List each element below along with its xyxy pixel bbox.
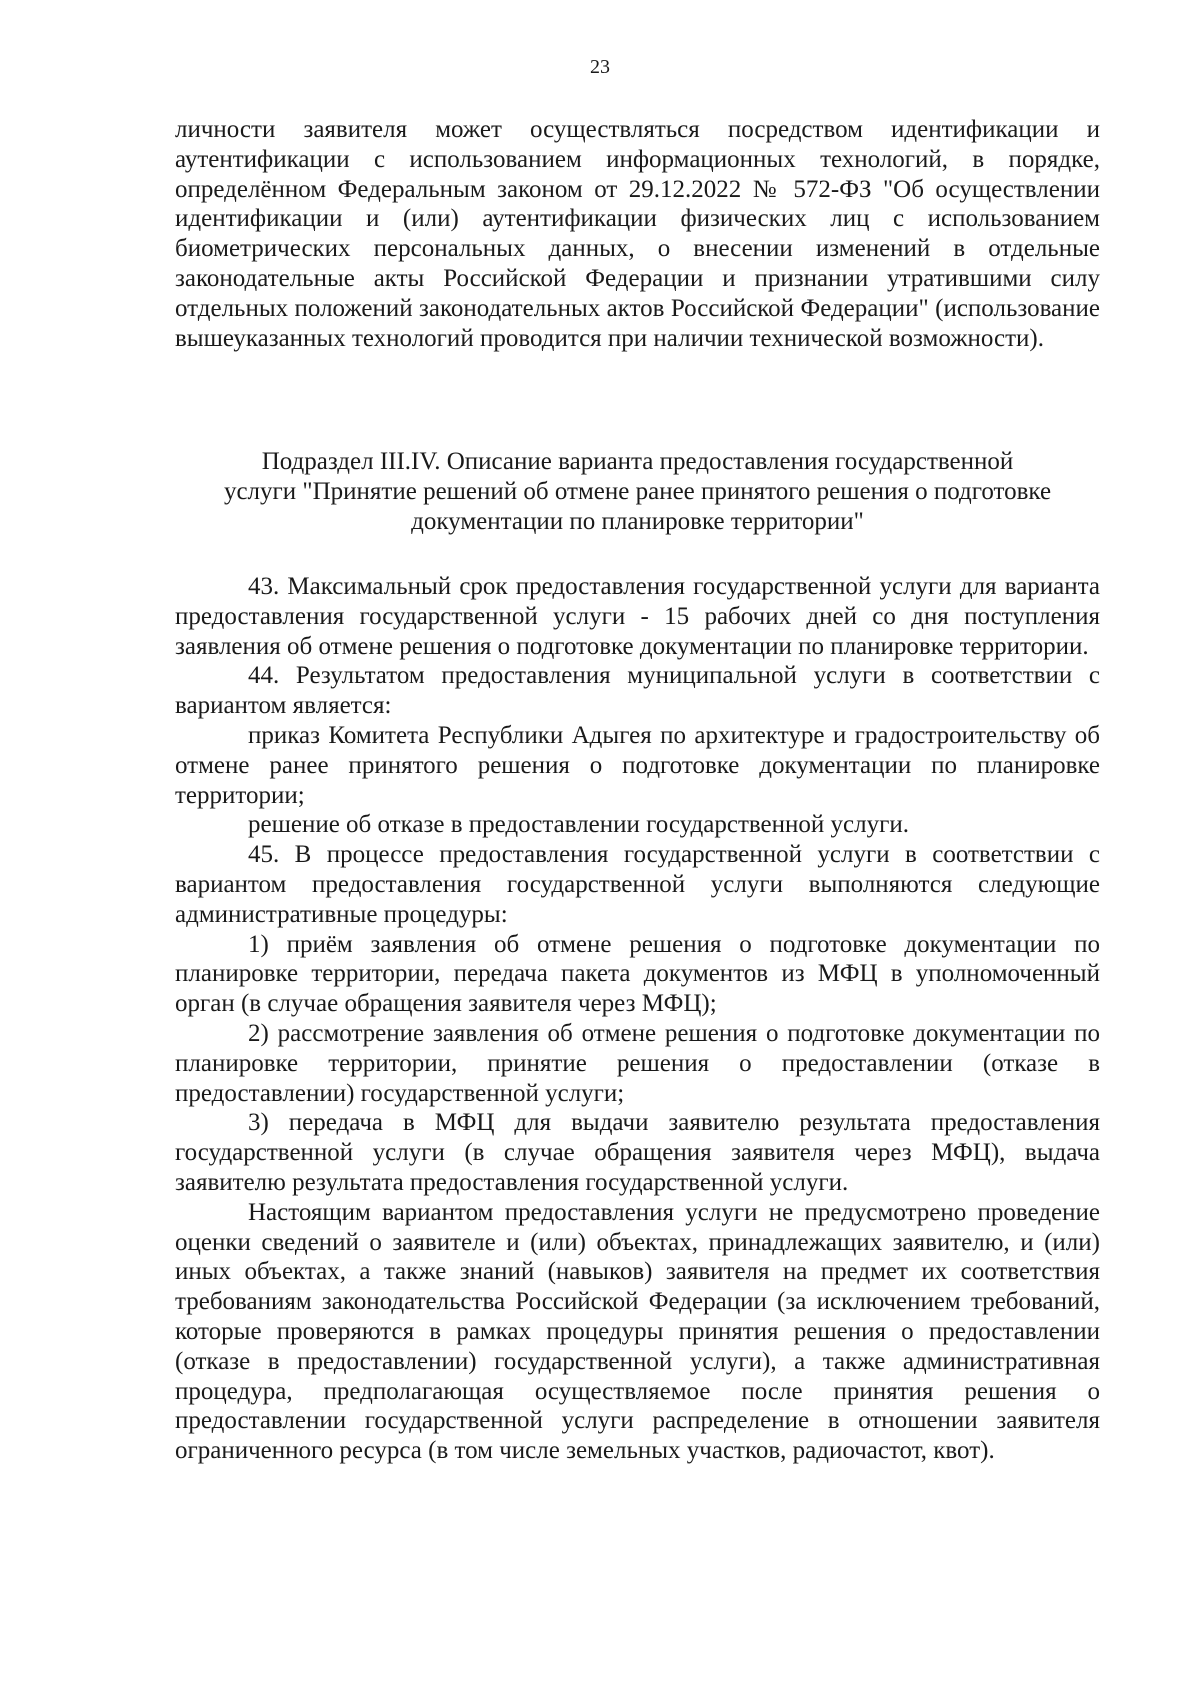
intro-paragraph: личности заявителя может осуществляться посредством идентификации и аутентификации с использованием информационных технологий, в порядке, определённом Федеральным законом от 29.12.2022 № 572-ФЗ "Об осуществлении идентификации и (или) аутентификации физических лиц с использованием биометрических персональных данных, о внесении изменений в отдельные законодательные акты Российской Федерации и признании утратившими силу отдельных положений законодательных актов Российской Федерации" (использование вышеуказанных технологий проводится при наличии технической возможности).: [175, 116, 1100, 352]
heading-line-3: документации по планировке территории": [411, 508, 864, 535]
heading-line-1: Подраздел III.IV. Описание варианта предоставления государственной: [261, 448, 1014, 475]
result-refusal: решение об отказе в предоставлении государственной услуги.: [248, 811, 909, 839]
subsection-heading: [175, 447, 1100, 537]
procedure-2: 2) рассмотрение заявления об отмене решения о подготовке документации по планировке территории, принятие решения о предоставлении (отказе в предоставлении) государственной услуги;: [175, 1019, 1100, 1107]
page-number: 23: [590, 56, 610, 78]
closing-paragraph: Настоящим вариантом предоставления услуги не предусмотрено проведение оценки сведений о заявителе и (или) объектах, принадлежащих заявителю, и (или) иных объектах, а также знаний (навыков) заявителя на предмет их соответствия требованиям законодательства Российской Федерации (за исключением требований, которые проверяются в рамках процедуры принятия решения о предоставлении (отказе в предоставлении) государственной услуги), а также административная процедура, предполагающая осуществляемое после принятия решения о предоставлении государственной услуги распределение в отношении заявителя ограниченного ресурса (в том числе земельных участков, радиочастот, квот).: [175, 1198, 1100, 1465]
paragraph-44: 44. Результатом предоставления муниципальной услуги в соответствии с вариантом является:: [175, 662, 1100, 720]
procedure-1: 1) приём заявления об отмене решения о подготовке документации по планировке территории, передача пакета документов из МФЦ в уполномоченный орган (в случае обращения заявителя через МФЦ);: [175, 930, 1100, 1018]
heading-line-2: услуги "Принятие решений об отмене ранее принятого решения о подготовке: [223, 478, 1052, 505]
paragraph-43: 43. Максимальный срок предоставления государственной услуги для варианта предоставления государственной услуги - 15 рабочих дней со дня поступления заявления об отмене решения о подготовке документации по планировке территории.: [175, 573, 1100, 660]
procedure-3: 3) передача в МФЦ для выдачи заявителю результата предоставления государственной услуги (в случае обращения заявителя через МФЦ), выдача заявителю результата предоставления государственной услуги.: [175, 1109, 1100, 1196]
paragraph-45: 45. В процессе предоставления государственной услуги в соответствии с вариантом предоставления государственной услуги выполняются следующие административные процедуры:: [175, 841, 1100, 928]
body-section: [175, 572, 1100, 1466]
result-order: приказ Комитета Республики Адыгея по архитектуре и градостроительству об отмене ранее принятого решения о подготовке документации по планировке территории;: [175, 721, 1100, 809]
intro-section: [175, 115, 1100, 353]
